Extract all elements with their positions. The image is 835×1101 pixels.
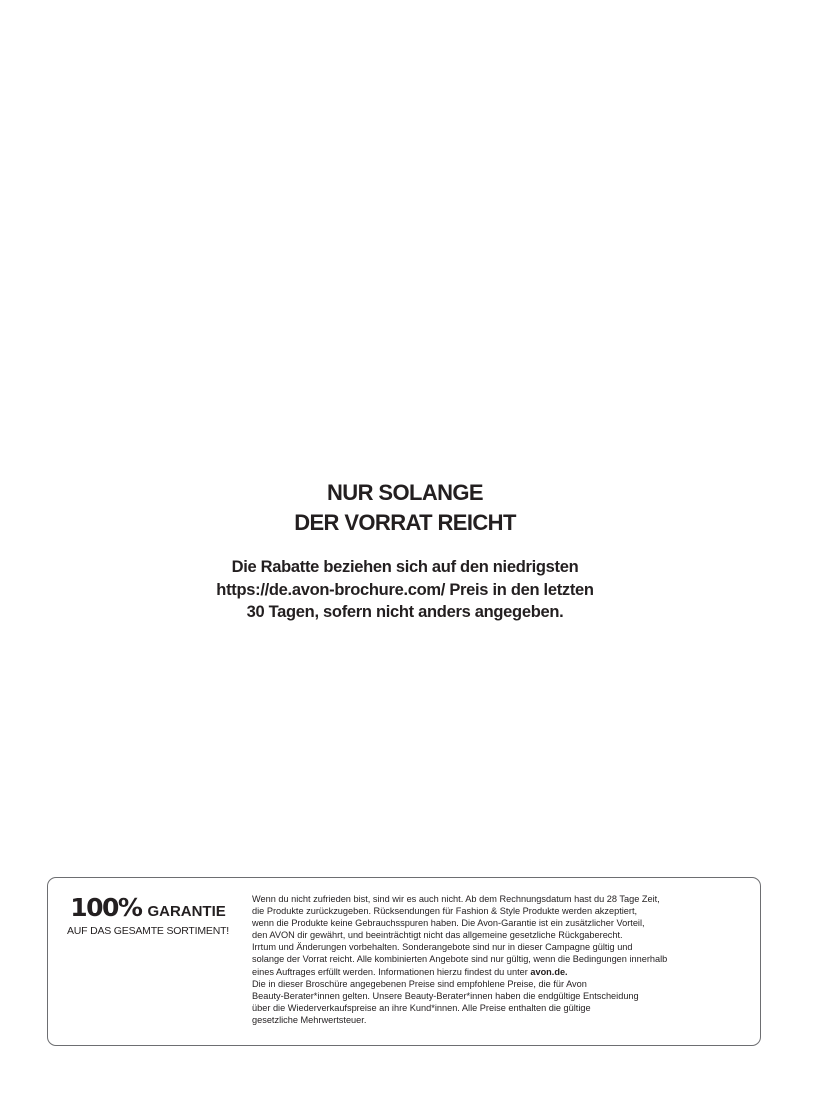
guarantee-box xyxy=(47,877,761,1046)
fine-print-line: wenn die Produkte keine Gebrauchsspuren haben. Die Avon-Garantie ist ein zusätzlicher Vorteil, xyxy=(252,918,645,929)
notice-line-1: Die Rabatte beziehen sich auf den niedrigsten xyxy=(231,558,579,576)
fine-print-line: gesetzliche Mehrwertsteuer. xyxy=(252,1014,367,1025)
fine-print-line: solange der Vorrat reicht. Alle kombinierten Angebote sind nur gültig, wenn die Bedingungen innerhalb xyxy=(252,954,668,965)
fine-print-line xyxy=(252,966,757,978)
guarantee-fine-print xyxy=(252,893,757,1026)
fine-print-line: Die in dieser Broschüre angegebenen Preise sind empfohlene Preise, die für Avon xyxy=(252,978,587,989)
headline-line-1: NUR SOLANGE xyxy=(327,480,483,505)
badge-percent: 100% xyxy=(70,893,142,922)
fine-print-line: über die Wiederverkaufspreise an ihre Kund*innen. Alle Preise enthalten die gültige xyxy=(252,1002,591,1013)
badge-title xyxy=(48,894,248,922)
fine-print-text: eines Auftrages erfüllt werden. Informationen hierzu findest du unter xyxy=(252,966,531,977)
fine-print-line: den AVON dir gewährt, und beeinträchtigt nicht das allgemeine gesetzliche Rückgaberecht. xyxy=(252,930,623,941)
badge-subtitle: AUF DAS GESAMTE SORTIMENT! xyxy=(66,925,230,937)
avon-link[interactable]: avon.de. xyxy=(530,966,568,977)
guarantee-badge xyxy=(48,894,248,937)
notice-line-2: https://de.avon-brochure.com/ Preis in den letzten xyxy=(216,580,594,599)
headline-line-2: DER VORRAT REICHT xyxy=(294,510,516,535)
fine-print-line: Beauty-Berater*innen gelten. Unsere Beauty-Berater*innen haben die endgültige Entscheidung xyxy=(252,990,639,1001)
discount-notice xyxy=(0,556,810,624)
fine-print-line: Wenn du nicht zufrieden bist, sind wir es auch nicht. Ab dem Rechnungsdatum hast du 28 Tage Zeit, xyxy=(252,894,660,904)
notice-line-3: 30 Tagen, sofern nicht anders angegeben. xyxy=(246,603,564,621)
fine-print-line: die Produkte zurückzugeben. Rücksendungen für Fashion & Style Produkte werden akzeptiert, xyxy=(252,906,638,917)
badge-word: GARANTIE xyxy=(147,903,226,920)
headline xyxy=(0,478,810,538)
fine-print-line: Irrtum und Änderungen vorbehalten. Sonderangebote sind nur in dieser Campagne gültig und xyxy=(252,942,633,953)
